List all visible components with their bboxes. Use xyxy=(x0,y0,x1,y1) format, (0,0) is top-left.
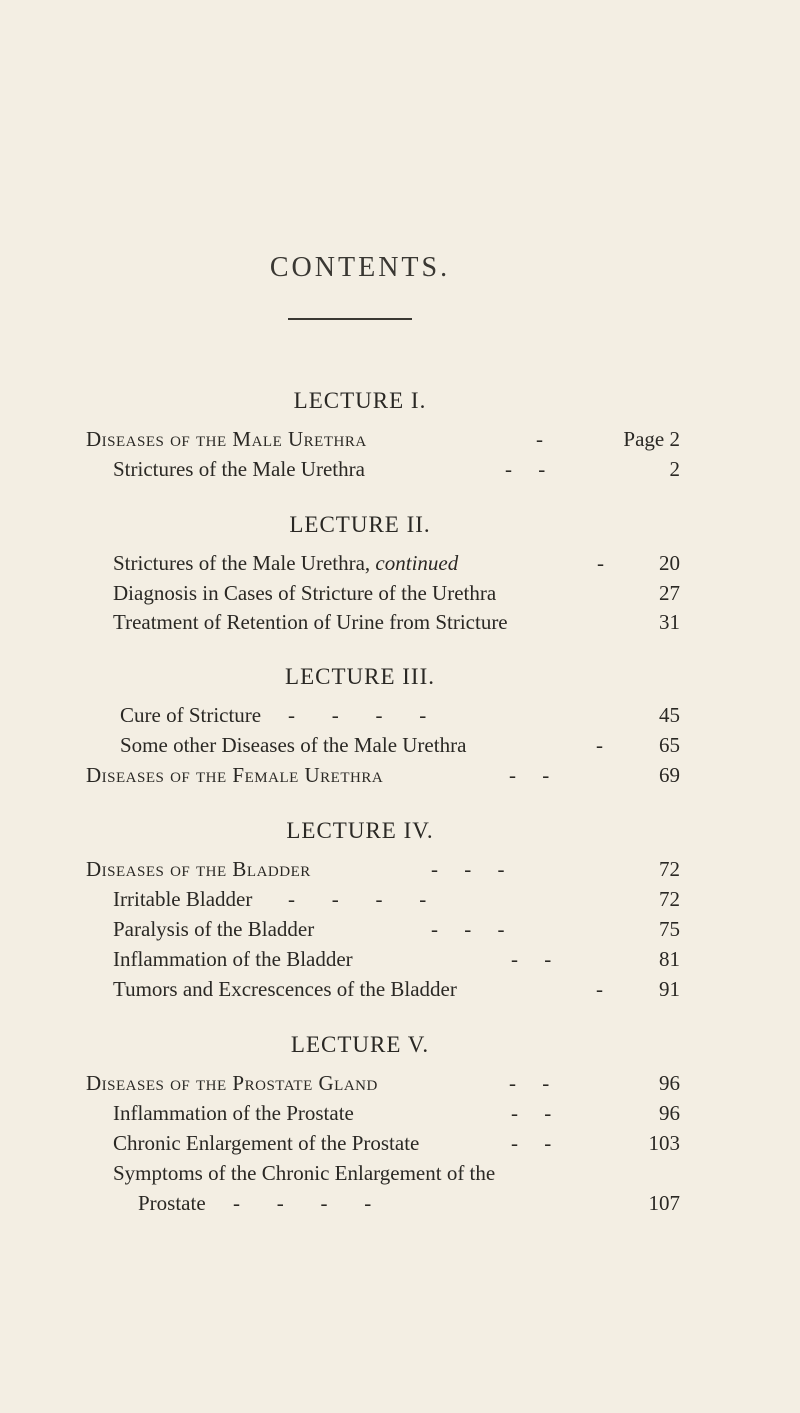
toc-entry xyxy=(86,1070,680,1096)
page-title: CONTENTS. xyxy=(269,252,451,283)
toc-entry xyxy=(120,702,680,728)
entry-page: 91 xyxy=(659,977,680,1001)
toc-entry xyxy=(113,916,680,942)
entry-page: 27 xyxy=(659,581,680,605)
entry-title: Chronic Enlargement of the Prostate xyxy=(113,1131,420,1155)
entry-title: Tumors and Excrescences of the Bladder xyxy=(113,977,457,1001)
entry-page: 96 xyxy=(659,1101,680,1125)
entry-title: Cure of Stricture xyxy=(120,703,262,727)
entry-title: Diseases of the Bladder xyxy=(86,857,311,881)
entry-title: Diseases of the Prostate Gland xyxy=(86,1071,378,1095)
entry-page: 69 xyxy=(659,763,680,787)
entry-title: Treatment of Retention of Urine from Stricture xyxy=(113,610,508,634)
entry-leader: - - - - xyxy=(288,703,427,727)
lecture-heading: LECTURE I. xyxy=(293,388,427,413)
entry-page: 2 xyxy=(669,457,680,481)
lecture-heading: LECTURE IV. xyxy=(286,818,434,843)
entry-leader: - - - - xyxy=(233,1191,372,1215)
entry-title: Strictures of the Male Urethra xyxy=(113,457,365,481)
entry-page: 72 xyxy=(659,887,680,911)
entry-leader: - - xyxy=(511,1131,552,1155)
toc-entry xyxy=(120,732,680,758)
toc-entry xyxy=(113,580,680,606)
entry-leader: - xyxy=(597,551,604,575)
title-rule xyxy=(288,318,412,320)
entry-page: 75 xyxy=(659,917,680,941)
toc-entry xyxy=(113,1130,680,1156)
lecture-heading: LECTURE V. xyxy=(290,1032,430,1057)
toc-entry xyxy=(138,1190,680,1216)
toc-entry xyxy=(86,856,680,882)
toc-entry xyxy=(113,550,680,576)
lecture-heading: LECTURE III. xyxy=(285,664,435,689)
lecture-heading: LECTURE II. xyxy=(289,512,431,537)
entry-title: Diseases of the Female Urethra xyxy=(86,763,384,787)
entry-leader: - - xyxy=(509,763,550,787)
toc-entry xyxy=(113,609,680,635)
entry-title: Some other Diseases of the Male Urethra xyxy=(120,733,467,757)
entry-title: Prostate xyxy=(138,1191,206,1215)
toc-entry xyxy=(113,886,680,912)
entry-title: Inflammation of the Prostate xyxy=(113,1101,354,1125)
entry-title-text: Strictures of the Male Urethra, xyxy=(113,551,376,575)
entry-page: 103 xyxy=(648,1131,680,1155)
entry-page: Page 2 xyxy=(623,427,680,451)
entry-leader: - - xyxy=(505,457,546,481)
entry-leader: - - - - xyxy=(288,887,427,911)
toc-entry xyxy=(113,946,680,972)
entry-page: 20 xyxy=(659,551,680,575)
entry-leader: - - xyxy=(511,947,552,971)
toc-entry-line: Symptoms of the Chronic Enlargement of the xyxy=(113,1161,496,1185)
entry-leader: - xyxy=(536,427,543,451)
toc-entry xyxy=(86,426,680,452)
toc-entry xyxy=(113,1100,680,1126)
entry-page: 72 xyxy=(659,857,680,881)
entry-leader: - xyxy=(596,733,603,757)
entry-title: Diagnosis in Cases of Stricture of the Urethra xyxy=(113,581,497,605)
toc-entry xyxy=(113,456,680,482)
entry-page: 65 xyxy=(659,733,680,757)
entry-title: Paralysis of the Bladder xyxy=(113,917,315,941)
entry-title: Inflammation of the Bladder xyxy=(113,947,353,971)
entry-leader: - - - xyxy=(431,917,505,941)
entry-page: 107 xyxy=(648,1191,680,1215)
entry-page: 31 xyxy=(659,610,680,634)
entry-leader: - - xyxy=(509,1071,550,1095)
entry-page: 81 xyxy=(659,947,680,971)
entry-leader: - xyxy=(596,977,603,1001)
entry-page: 96 xyxy=(659,1071,680,1095)
entry-page: 45 xyxy=(659,703,680,727)
entry-title-italic: continued xyxy=(375,551,459,575)
entry-leader: - - xyxy=(511,1101,552,1125)
toc-entry xyxy=(86,762,680,788)
entry-title xyxy=(113,550,458,576)
toc-entry xyxy=(113,976,680,1002)
entry-title: Irritable Bladder xyxy=(113,887,253,911)
entry-leader: - - - xyxy=(431,857,505,881)
entry-title: Diseases of the Male Urethra xyxy=(86,427,367,451)
